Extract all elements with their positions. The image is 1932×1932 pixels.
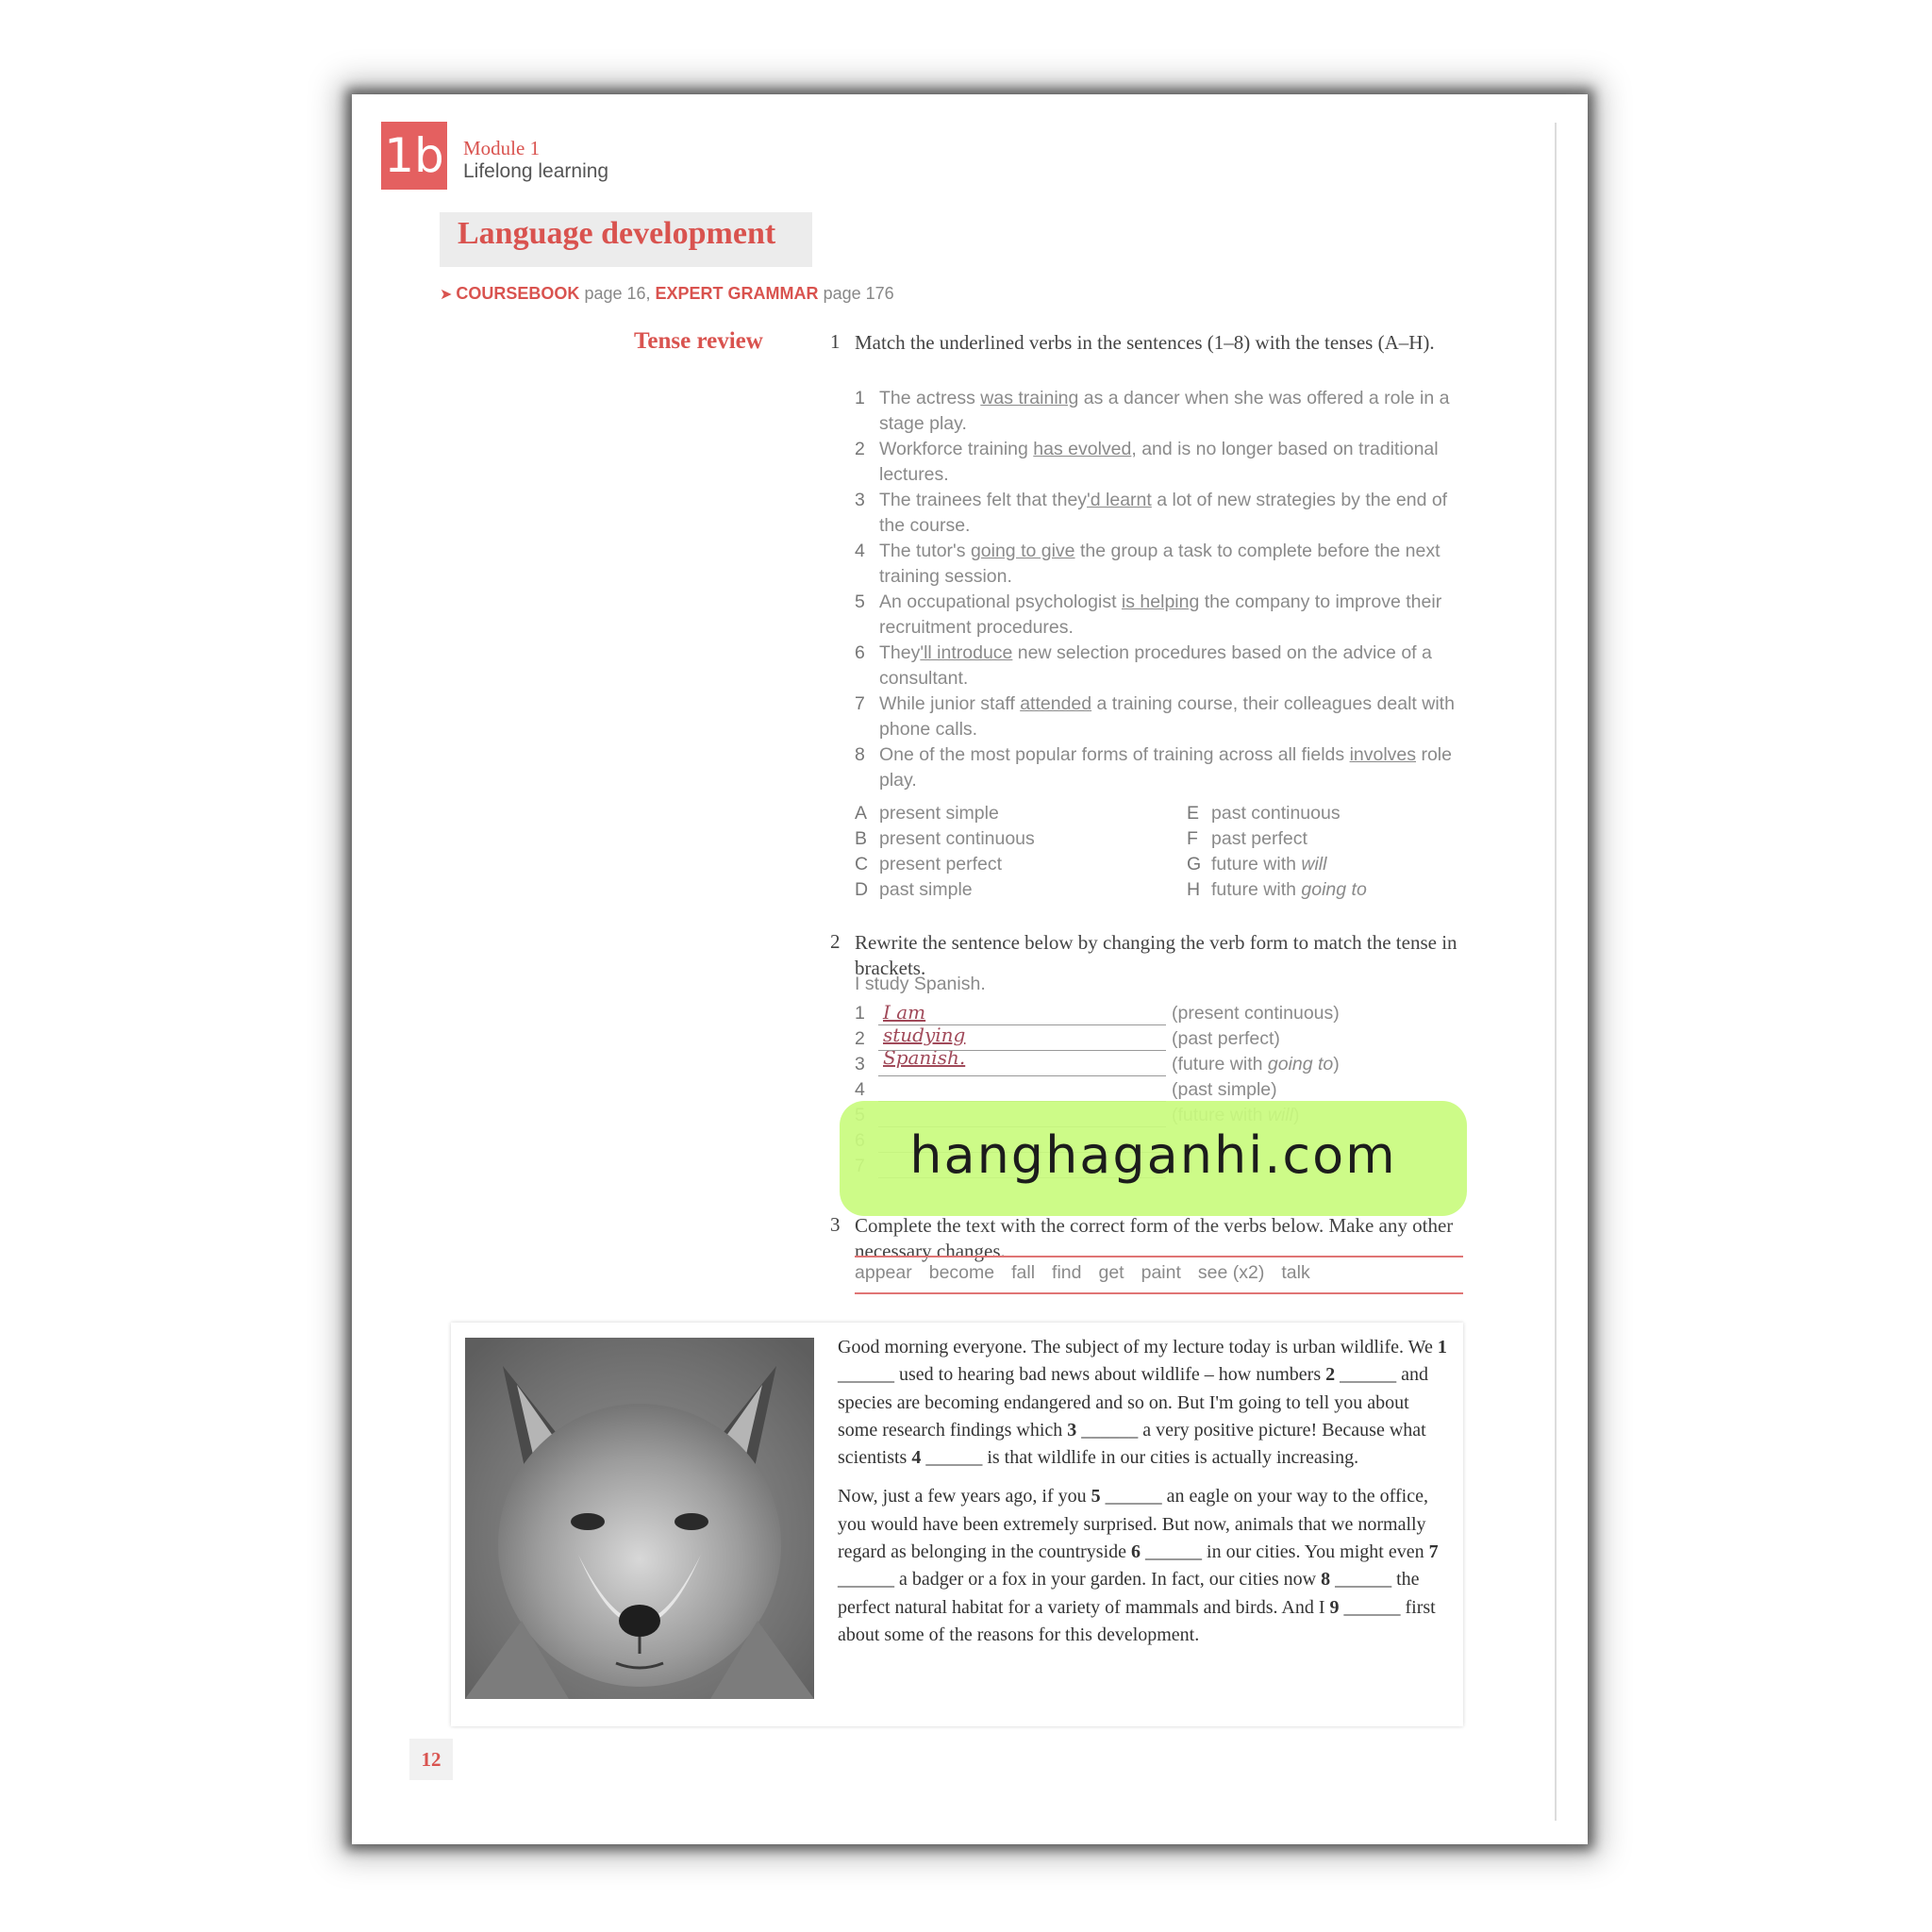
gap-number: 9	[1329, 1596, 1340, 1618]
tense-letter: E	[1187, 803, 1200, 824]
underlined-verb: 'd learnt	[1087, 490, 1152, 510]
gap-number: 1	[1437, 1337, 1447, 1357]
sentence-text-after: role play.	[879, 744, 1452, 791]
sentence-item	[855, 691, 1468, 742]
tense-label: (future with	[1172, 1054, 1268, 1074]
sentence-text-after: the group a task to complete before the next training session.	[879, 541, 1441, 587]
passage-text: ______ a badger or a fox in your garden. In fact, our cities now	[838, 1569, 1322, 1591]
word-option: become	[928, 1262, 995, 1283]
sentence-number: 5	[855, 591, 865, 612]
underlined-verb: is helping	[1121, 591, 1200, 612]
tense-option	[855, 801, 1035, 826]
grammar-ref: EXPERT GRAMMAR	[655, 284, 819, 303]
grammar-page: page 176	[823, 284, 894, 303]
section-title: Language development	[458, 216, 776, 251]
sentence-item	[855, 590, 1468, 641]
item-number: 4	[855, 1079, 865, 1100]
unit-badge: 1b	[381, 122, 447, 190]
sentence-text-before: An occupational psychologist	[879, 591, 1122, 612]
passage-text: ______ the perfect natural habitat for a variety of mammals and birds. And I	[838, 1569, 1420, 1618]
passage-text: ______ used to hearing bad news about wildlife – how numbers	[838, 1364, 1326, 1386]
passage-text: ______ a very positive picture! Because what scientists	[838, 1419, 1426, 1469]
tense-emphasis: going to	[1301, 879, 1367, 900]
gap-number: 6	[1131, 1541, 1141, 1563]
tense-close: )	[1333, 1054, 1340, 1074]
sentence-text-before: The actress	[879, 388, 981, 408]
passage-paragraph-1	[838, 1334, 1449, 1472]
sentence-text-before: The tutor's	[879, 541, 971, 561]
item-number: 2	[855, 1028, 865, 1049]
tense-name: future with	[1211, 854, 1302, 874]
passage-text: Now, just a few years ago, if you	[838, 1486, 1091, 1507]
answer-line[interactable]	[878, 1054, 1166, 1076]
sentence-item	[855, 437, 1468, 488]
tense-option	[1187, 877, 1367, 903]
word-option: get	[1098, 1262, 1124, 1283]
target-tense	[1172, 1054, 1340, 1075]
target-tense	[1172, 1079, 1277, 1101]
word-option: appear	[855, 1262, 912, 1283]
gap-number: 4	[911, 1447, 922, 1469]
fox-photo	[465, 1338, 814, 1699]
sentence-item	[855, 742, 1468, 793]
sentence-text-after: as a dancer when she was offered a role in a stage play.	[879, 388, 1450, 434]
sentence-text-after: a training course, their colleagues dealt with phone calls.	[879, 693, 1455, 740]
tense-name: present simple	[879, 803, 999, 824]
sentence-number: 2	[855, 439, 865, 459]
word-option: see (x2)	[1197, 1262, 1265, 1283]
tense-label: (past simple)	[1172, 1079, 1277, 1100]
underlined-verb: has evolved	[1033, 439, 1132, 459]
sentence-item	[855, 488, 1468, 539]
target-tense	[1172, 1003, 1340, 1024]
gap-number: 8	[1321, 1569, 1331, 1591]
sentence-text-after: the company to improve their recruitment procedures.	[879, 591, 1442, 638]
answer-line[interactable]	[878, 1079, 1166, 1102]
target-tense	[1172, 1028, 1280, 1050]
exercise-3-instruction: Complete the text with the correct form of the verbs below. Make any other necessary changes.	[855, 1214, 1454, 1262]
sentence-text-after: , and is no longer based on traditional lectures.	[879, 439, 1439, 485]
gap-number: 3	[1067, 1419, 1077, 1441]
sentence-text-after: a lot of new strategies by the end of the course.	[879, 490, 1448, 536]
base-sentence: I study Spanish.	[855, 974, 986, 994]
watermark-text: hanghaganhi.com	[909, 1125, 1397, 1185]
underlined-verb: 'll introduce	[920, 642, 1013, 663]
tense-label: (past perfect)	[1172, 1028, 1280, 1049]
passage-text: Good morning everyone. The subject of my lecture today is urban wildlife. We	[838, 1337, 1438, 1357]
underlined-verb: attended	[1020, 693, 1092, 714]
sentence-text-before: Workforce training	[879, 439, 1034, 459]
sentence-item	[855, 641, 1468, 691]
tense-name: present continuous	[879, 828, 1035, 849]
word-option: fall	[1011, 1262, 1036, 1283]
underlined-verb: involves	[1349, 744, 1417, 765]
tense-name: past perfect	[1211, 828, 1307, 849]
sentence-text-before: While junior staff	[879, 693, 1021, 714]
word-option: find	[1052, 1262, 1082, 1283]
tense-emphasis: will	[1301, 854, 1327, 874]
sentence-item	[855, 539, 1468, 590]
exercise-1-instruction: Match the underlined verbs in the sentences (1–8) with the tenses (A–H).	[855, 331, 1435, 354]
sentence-text-after: new selection procedures based on the advice of a consultant.	[879, 642, 1432, 689]
word-list	[855, 1262, 1463, 1284]
exercise-1-number: 1	[830, 330, 841, 353]
word-option: paint	[1141, 1262, 1181, 1283]
passage-text: ______ and species are becoming endangered and so on. But I'm going to tell you about some research findings which	[838, 1364, 1429, 1441]
exercise-1-sentences	[855, 386, 1468, 793]
passage-text: ______ in our cities. You might even	[1141, 1541, 1429, 1563]
module-subtitle: Lifelong learning	[463, 160, 609, 182]
sentence-item	[855, 386, 1468, 437]
answer-line[interactable]	[878, 1028, 1166, 1051]
sentence-text-before: One of the most popular forms of training across all fields	[879, 744, 1350, 765]
passage-text: ______ first about some of the reasons for this development.	[838, 1596, 1436, 1645]
tense-list-right	[1187, 801, 1367, 903]
sentence-number: 6	[855, 642, 865, 663]
tense-letter: F	[1187, 828, 1198, 849]
tense-list-left	[855, 801, 1035, 903]
module-title: Module 1	[463, 137, 541, 159]
sentence-number: 7	[855, 693, 865, 714]
tense-option	[1187, 826, 1367, 852]
sentence-number: 1	[855, 388, 865, 408]
page-edge	[1555, 123, 1557, 1821]
gap-number: 5	[1091, 1486, 1101, 1507]
sentence-number: 4	[855, 541, 865, 561]
coursebook-ref: COURSEBOOK	[456, 284, 580, 303]
references	[440, 284, 894, 304]
side-label: Tense review	[634, 328, 763, 354]
tense-option	[855, 877, 1035, 903]
handwritten-answer: I am studying Spanish.	[883, 1001, 966, 1069]
tense-option	[1187, 801, 1367, 826]
fox-image	[465, 1338, 814, 1699]
word-option: talk	[1281, 1262, 1310, 1283]
tense-label: (present continuous)	[1172, 1003, 1340, 1024]
gap-number: 2	[1325, 1364, 1336, 1386]
sentence-number: 8	[855, 744, 865, 765]
tense-name: past continuous	[1211, 803, 1341, 824]
exercise-3-number: 3	[830, 1213, 841, 1236]
exercise-2-instruction: Rewrite the sentence below by changing the verb form to match the tense in brackets.	[855, 931, 1457, 979]
tense-letter: A	[855, 803, 868, 824]
tense-letter: G	[1187, 854, 1202, 874]
passage-text: ______ is that wildlife in our cities is actually increasing.	[921, 1447, 1359, 1469]
tense-letter: H	[1187, 879, 1201, 900]
arrow-right-icon: ➤	[440, 287, 453, 303]
sentence-text-before: They	[879, 642, 921, 663]
gap-number: 7	[1428, 1541, 1439, 1563]
tense-option	[1187, 852, 1367, 877]
tense-option	[855, 826, 1035, 852]
coursebook-page: page 16,	[584, 284, 651, 303]
underlined-verb: going to give	[970, 541, 1075, 561]
tense-name: past simple	[879, 879, 973, 900]
sentence-text-before: The trainees felt that they	[879, 490, 1088, 510]
tense-option	[855, 852, 1035, 877]
sentence-number: 3	[855, 490, 865, 510]
item-number: 3	[855, 1054, 865, 1074]
lecture-passage	[838, 1334, 1449, 1660]
exercise-2-number: 2	[830, 930, 841, 953]
tense-name: present perfect	[879, 854, 1003, 874]
passage-paragraph-2	[838, 1483, 1449, 1649]
tense-name: future with	[1211, 879, 1302, 900]
underlined-verb: was training	[980, 388, 1079, 408]
tense-letter: C	[855, 854, 869, 874]
passage-text: ______ an eagle on your way to the office, you would have been extremely surprised. But now, animals that we normally regard as belonging in the countryside	[838, 1486, 1428, 1563]
tense-letter: D	[855, 879, 869, 900]
item-number: 1	[855, 1003, 865, 1024]
tense-letter: B	[855, 828, 868, 849]
page-number: 12	[409, 1739, 453, 1780]
tense-emphasis: going to	[1267, 1054, 1334, 1074]
